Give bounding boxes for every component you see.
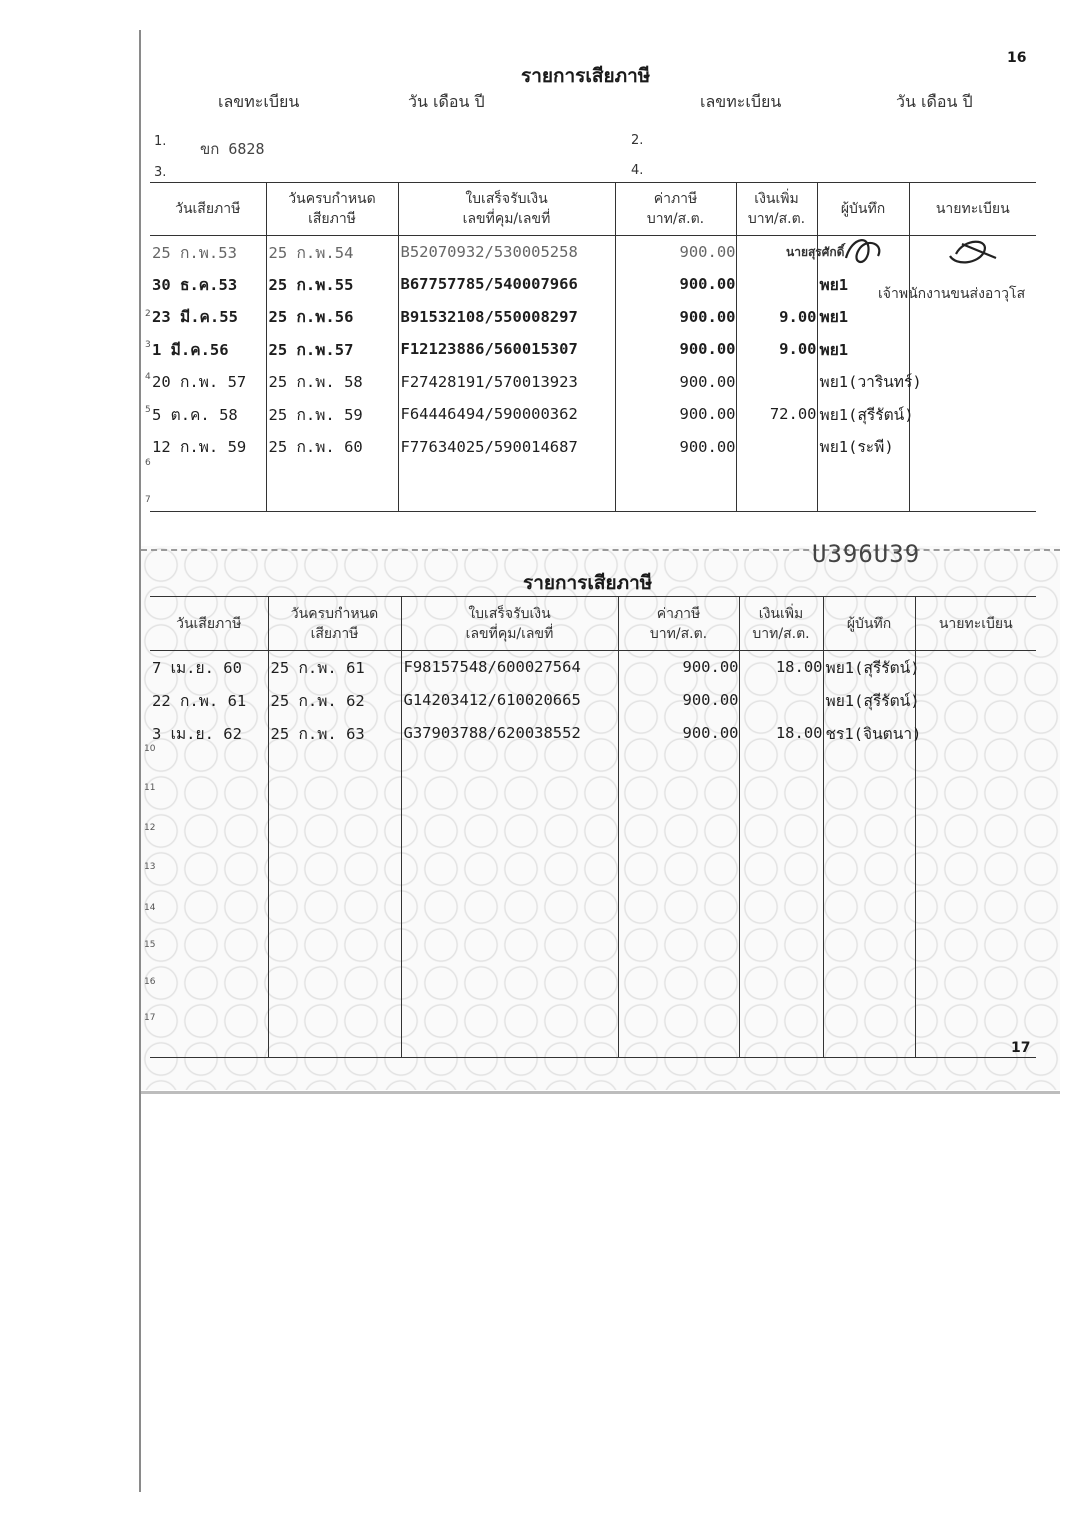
header-label-plate-1: เลขทะเบียน: [218, 92, 300, 111]
due-date-cell: [268, 750, 401, 789]
registrar-cell: [915, 684, 1036, 717]
recorder-cell: ชร1(จินตนา): [823, 717, 915, 750]
recorder-cell: พย1(วารินทร์): [817, 366, 909, 399]
table-row: [150, 788, 1036, 827]
surcharge-cell: [739, 1019, 823, 1058]
due-date-cell: 25 ก.พ. 60: [266, 431, 398, 464]
surcharge-cell: [739, 788, 823, 827]
row-number: 10: [144, 744, 156, 754]
tax-amount-cell: 900.00: [615, 236, 736, 269]
registrar-cell: [915, 904, 1036, 943]
row-number: 3: [145, 340, 151, 350]
payment-date-cell: [150, 942, 268, 981]
col-header-tax: ค่าภาษี บาท/ส.ต.: [618, 597, 739, 651]
surcharge-cell: 18.00: [739, 651, 823, 684]
page-number-bottom: 17: [1011, 1040, 1031, 1056]
surcharge-cell: [739, 904, 823, 943]
surcharge-cell: [739, 942, 823, 981]
due-date-cell: 25 ก.พ.54: [266, 236, 398, 269]
due-date-cell: 25 ก.พ.56: [266, 301, 398, 334]
surcharge-cell: [739, 827, 823, 866]
due-date-cell: [268, 827, 401, 866]
tax-amount-cell: [618, 865, 739, 904]
payment-date-cell: [150, 904, 268, 943]
tax-amount-cell: [618, 942, 739, 981]
surcharge-cell: [739, 750, 823, 789]
payment-date-cell: 30 ธ.ค.53: [152, 275, 238, 294]
row-number: 11: [144, 783, 156, 793]
receipt-number-cell: G37903788/620038552: [401, 717, 618, 750]
payment-date-cell: 7 เม.ย. 60: [152, 658, 242, 677]
col-header-recorder: ผู้บันทึก: [823, 597, 915, 651]
table-row: [150, 431, 1036, 464]
due-date-cell: 25 ก.พ. 61: [268, 651, 401, 684]
registrar-cell: [909, 301, 1036, 334]
receipt-number-cell: G14203412/610020665: [401, 684, 618, 717]
col-header-recorder: ผู้บันทึก: [817, 183, 909, 236]
payment-date-cell: 12 ก.พ. 59: [152, 438, 247, 457]
surcharge-cell: 18.00: [739, 717, 823, 750]
col-header-due-date: วันครบกำหนด เสียภาษี: [266, 183, 398, 236]
payment-date-cell: [150, 788, 268, 827]
receipt-number-cell: B91532108/550008297: [398, 301, 615, 334]
payment-date-cell: [150, 463, 266, 511]
row-number: 2: [145, 309, 151, 319]
row-number: 12: [144, 823, 156, 833]
plate-slot-1: 1.: [154, 134, 167, 149]
col-header-tax: ค่าภาษี บาท/ส.ต.: [615, 183, 736, 236]
table-row: [150, 942, 1036, 981]
recorder-cell: [823, 1019, 915, 1058]
recorder-cell: [823, 981, 915, 1020]
registrar-cell: [915, 981, 1036, 1020]
table-row: [150, 904, 1036, 943]
due-date-cell: [266, 463, 398, 511]
receipt-number-cell: [401, 904, 618, 943]
tax-amount-cell: [618, 788, 739, 827]
payment-date-cell: [150, 750, 268, 789]
registrar-stamp-name: นายสุรศักดิ์: [786, 245, 845, 259]
payment-date-cell: [150, 1019, 268, 1058]
tax-amount-cell: [618, 981, 739, 1020]
header-label-date-2: วัน เดือน ปี: [896, 92, 973, 111]
tax-amount-cell: 900.00: [615, 268, 736, 301]
row-number: 13: [144, 862, 156, 872]
row-number: 17: [144, 1013, 156, 1023]
recorder-cell: พย1: [817, 268, 909, 301]
row-number: 5: [145, 405, 151, 415]
tax-amount-cell: 900.00: [615, 366, 736, 399]
col-header-receipt: ใบเสร็จรับเงิน เลขที่คุม/เลขที่: [398, 183, 615, 236]
due-date-cell: 25 ก.พ. 59: [266, 398, 398, 431]
payment-date-cell: 23 มี.ค.55: [152, 308, 238, 327]
surcharge-cell: [736, 366, 817, 399]
col-header-registrar: นายทะเบียน: [915, 597, 1036, 651]
col-header-surcharge: เงินเพิ่ม บาท/ส.ต.: [736, 183, 817, 236]
tear-line: [141, 549, 1060, 551]
due-date-cell: [268, 942, 401, 981]
row-number: 15: [144, 940, 156, 950]
recorder-cell: [823, 750, 915, 789]
tax-amount-cell: 900.00: [615, 398, 736, 431]
table-row: [150, 1019, 1036, 1058]
due-date-cell: [268, 788, 401, 827]
receipt-number-cell: B67757785/540007966: [398, 268, 615, 301]
table-row: [150, 981, 1036, 1020]
table-row: [150, 463, 1036, 511]
surcharge-cell: 9.00: [736, 301, 817, 334]
tax-amount-cell: [618, 904, 739, 943]
payment-date-cell: [150, 827, 268, 866]
col-header-payment-date: วันเสียภาษี: [150, 597, 268, 651]
receipt-number-cell: [401, 750, 618, 789]
page-number-top: 16: [1007, 50, 1027, 66]
due-date-cell: 25 ก.พ. 62: [268, 684, 401, 717]
registrar-cell: [909, 431, 1036, 464]
registrar-cell: [915, 750, 1036, 789]
registrar-cell: [915, 942, 1036, 981]
header-label-date-1: วัน เดือน ปี: [408, 92, 485, 111]
tax-amount-cell: 900.00: [618, 651, 739, 684]
recorder-cell: [823, 942, 915, 981]
col-header-surcharge: เงินเพิ่ม บาท/ส.ต.: [739, 597, 823, 651]
tax-amount-cell: 900.00: [615, 431, 736, 464]
plate-value-1: ขก 6828: [200, 140, 265, 158]
recorder-cell: [823, 865, 915, 904]
plate-slot-2: 2.: [631, 133, 644, 148]
due-date-cell: 25 ก.พ. 58: [266, 366, 398, 399]
plate-slot-3: 3.: [154, 165, 167, 180]
table-row: [150, 333, 1036, 366]
payment-date-cell: 1 มี.ค.56: [152, 340, 229, 359]
registrar-cell: [909, 463, 1036, 511]
surcharge-cell: 9.00: [736, 333, 817, 366]
plate-slot-4: 4.: [631, 163, 644, 178]
serial-number: U396U39: [812, 540, 921, 568]
registrar-cell: [915, 651, 1036, 684]
row-number: 6: [145, 458, 151, 468]
row-number: 14: [144, 903, 156, 913]
row-number: 16: [144, 977, 156, 987]
tax-amount-cell: 900.00: [615, 333, 736, 366]
payment-date-cell: [150, 981, 268, 1020]
table-row: [150, 750, 1036, 789]
registrar-cell: [909, 333, 1036, 366]
receipt-number-cell: [401, 942, 618, 981]
recorder-cell: พย1(ระพี): [817, 431, 909, 464]
tax-amount-cell: 900.00: [618, 717, 739, 750]
receipt-number-cell: F12123886/560015307: [398, 333, 615, 366]
section1-title: รายการเสียภาษี: [521, 65, 651, 87]
due-date-cell: [268, 981, 401, 1020]
due-date-cell: 25 ก.พ. 63: [268, 717, 401, 750]
surcharge-cell: [739, 981, 823, 1020]
col-header-receipt: ใบเสร็จรับเงิน เลขที่คุม/เลขที่: [401, 597, 618, 651]
tax-amount-cell: 900.00: [618, 684, 739, 717]
payment-date-cell: 25 ก.พ.53: [152, 243, 237, 262]
recorder-cell: พย1(สุรีรัตน์): [817, 398, 909, 431]
col-header-due-date: วันครบกำหนด เสียภาษี: [268, 597, 401, 651]
payment-date-cell: 5 ต.ค. 58: [152, 405, 238, 424]
table-row: [150, 301, 1036, 334]
recorder-cell: พย1: [817, 333, 909, 366]
header-label-plate-2: เลขทะเบียน: [700, 92, 782, 111]
page-bottom-edge: [141, 1091, 1060, 1094]
receipt-number-cell: [401, 1019, 618, 1058]
table-row: [150, 398, 1036, 431]
surcharge-cell: [736, 463, 817, 511]
surcharge-cell: [736, 431, 817, 464]
receipt-number-cell: [401, 827, 618, 866]
table-row: [150, 684, 1036, 717]
surcharge-cell: 72.00: [736, 398, 817, 431]
table-row: [150, 651, 1036, 684]
handwritten-signature: [838, 228, 1008, 278]
recorder-cell: [817, 463, 909, 511]
receipt-number-cell: [401, 788, 618, 827]
payment-date-cell: 22 ก.พ. 61: [152, 691, 247, 710]
table-row: [150, 865, 1036, 904]
table-row: [150, 366, 1036, 399]
registrar-cell: [909, 366, 1036, 399]
row-number: 4: [145, 372, 151, 382]
section2-title: รายการเสียภาษี: [523, 572, 653, 594]
tax-amount-cell: [618, 750, 739, 789]
registrar-cell: [915, 865, 1036, 904]
row-number: 7: [145, 495, 151, 505]
receipt-number-cell: F98157548/600027564: [401, 651, 618, 684]
tax-payment-table-2: [150, 596, 1036, 1058]
receipt-number-cell: F77634025/590014687: [398, 431, 615, 464]
registrar-stamp-title: เจ้าพนักงานขนส่งอาวุโส: [878, 286, 1026, 302]
table-row: [150, 717, 1036, 750]
payment-date-cell: 20 ก.พ. 57: [152, 373, 247, 392]
surcharge-cell: [739, 865, 823, 904]
payment-date-cell: [150, 865, 268, 904]
recorder-cell: [823, 904, 915, 943]
tax-amount-cell: [615, 463, 736, 511]
receipt-number-cell: [401, 981, 618, 1020]
recorder-cell: พย1: [817, 301, 909, 334]
tax-amount-cell: [618, 827, 739, 866]
receipt-number-cell: [398, 463, 615, 511]
recorder-cell: [823, 827, 915, 866]
registrar-cell: [915, 717, 1036, 750]
registrar-cell: [915, 788, 1036, 827]
receipt-number-cell: F27428191/570013923: [398, 366, 615, 399]
table-row: [150, 827, 1036, 866]
receipt-number-cell: [401, 865, 618, 904]
due-date-cell: [268, 1019, 401, 1058]
due-date-cell: [268, 865, 401, 904]
recorder-cell: [823, 788, 915, 827]
tax-amount-cell: [618, 1019, 739, 1058]
receipt-number-cell: B52070932/530005258: [398, 236, 615, 269]
due-date-cell: [268, 904, 401, 943]
receipt-number-cell: F64446494/590000362: [398, 398, 615, 431]
col-header-registrar: นายทะเบียน: [909, 183, 1036, 236]
due-date-cell: 25 ก.พ.57: [266, 333, 398, 366]
col-header-payment-date: วันเสียภาษี: [150, 183, 266, 236]
due-date-cell: 25 ก.พ.55: [266, 268, 398, 301]
recorder-cell: พย1(สุรีรัตน์): [823, 651, 915, 684]
tax-amount-cell: 900.00: [615, 301, 736, 334]
registrar-cell: [915, 827, 1036, 866]
surcharge-cell: [739, 684, 823, 717]
surcharge-cell: [736, 268, 817, 301]
payment-date-cell: 3 เม.ย. 62: [152, 724, 242, 743]
registrar-cell: [909, 398, 1036, 431]
recorder-cell: พย1(สุรีรัตน์): [823, 684, 915, 717]
